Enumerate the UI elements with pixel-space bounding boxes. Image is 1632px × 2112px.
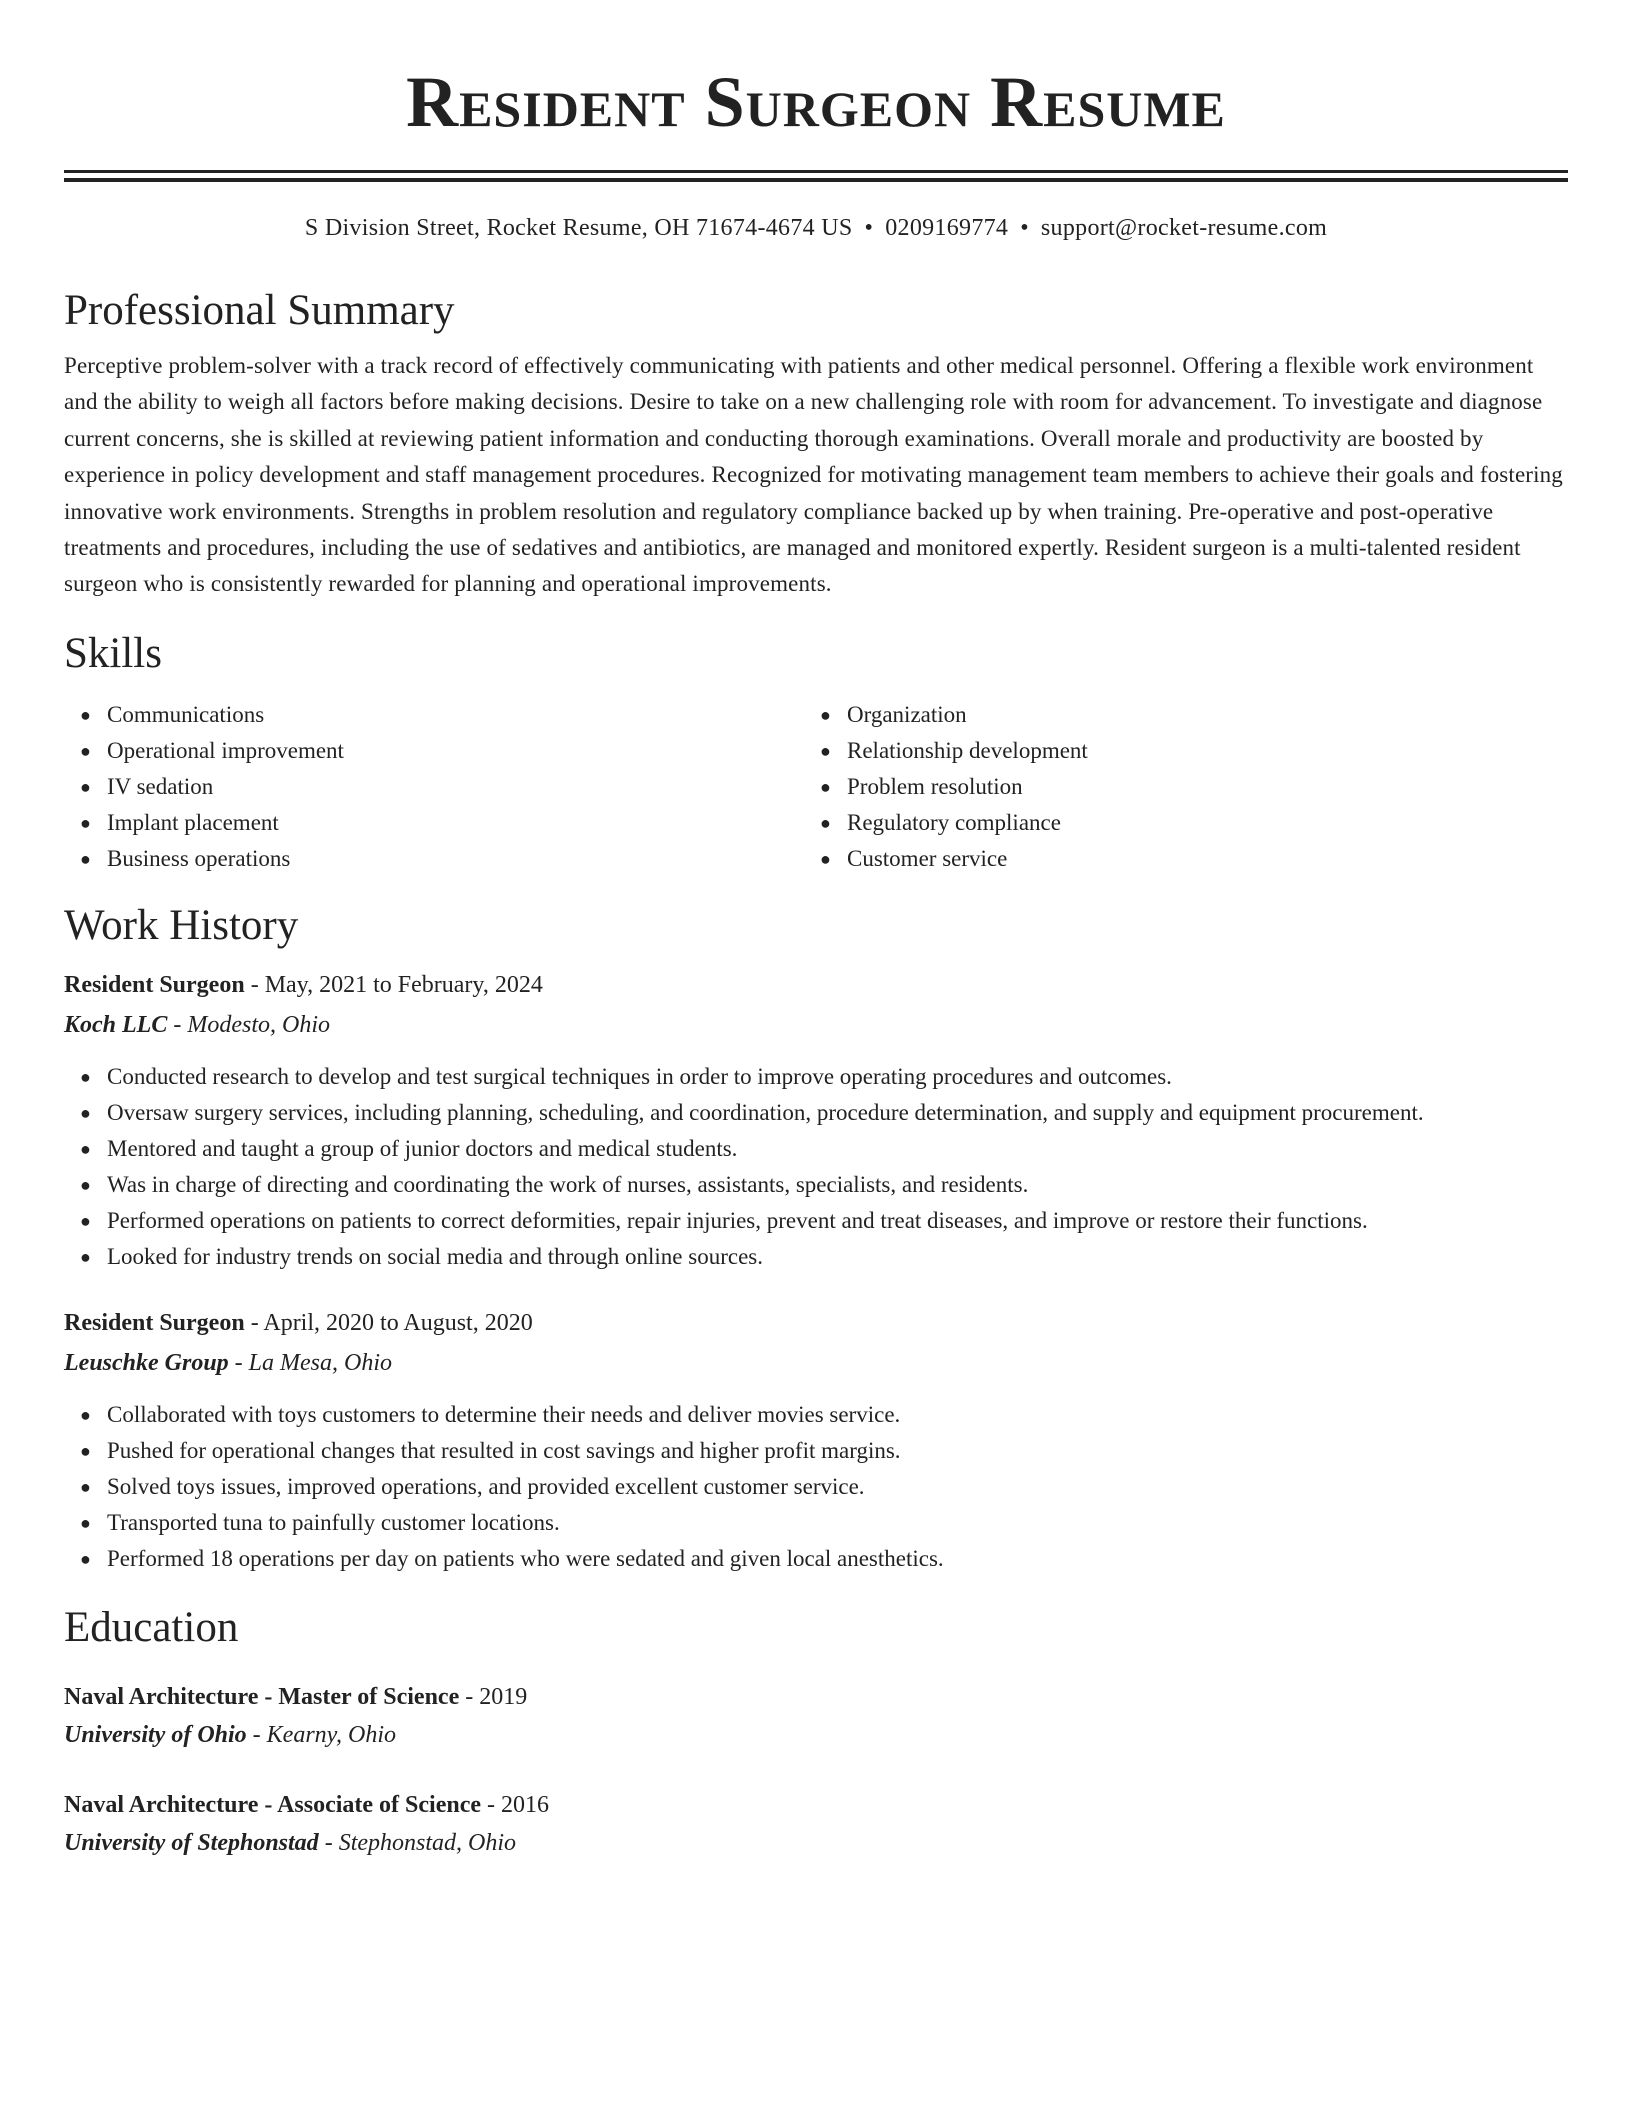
job-bullets	[64, 1059, 1568, 1275]
skill-item	[820, 805, 1546, 841]
skills-column-left	[64, 697, 806, 877]
contact-separator: •	[864, 215, 874, 241]
bullet-icon: ●	[820, 812, 831, 833]
job-bullet-text: Performed 18 operations per day on patients who were sedated and given local anesthetics.	[107, 1545, 944, 1571]
education-entry	[64, 1786, 1568, 1862]
skill-label: Problem resolution	[847, 773, 1023, 799]
skill-item	[820, 841, 1546, 877]
contact-address: S Division Street, Rocket Resume, OH 71674-4674 US	[304, 215, 853, 241]
skill-item	[80, 697, 806, 733]
skills-list	[64, 697, 1568, 877]
job-bullet-text: Looked for industry trends on social media and through online sources.	[107, 1243, 763, 1269]
job-location: Modesto, Ohio	[187, 1011, 330, 1038]
bullet-icon: ●	[820, 848, 831, 869]
list-item	[80, 1505, 1568, 1541]
list-item	[80, 1059, 1568, 1095]
job-bullet-text: Solved toys issues, improved operations, and provided excellent customer service.	[107, 1473, 865, 1499]
education-school-line: University of Stephonstad - Stephonstad, Ohio	[64, 1829, 517, 1856]
education-location: Stephonstad, Ohio	[338, 1829, 517, 1856]
education-degree: Naval Architecture - Associate of Science	[64, 1791, 482, 1818]
skill-label: Relationship development	[847, 737, 1088, 763]
job-location: La Mesa, Ohio	[248, 1349, 393, 1376]
skill-label: Organization	[847, 701, 967, 727]
bullet-icon: ●	[80, 1404, 91, 1425]
skill-item	[80, 733, 806, 769]
bullet-icon: ●	[80, 1440, 91, 1461]
job-bullet-text: Mentored and taught a group of junior doctors and medical students.	[107, 1135, 738, 1161]
education-heading: Education	[64, 1603, 239, 1651]
job-company: Koch LLC	[64, 1011, 168, 1038]
education-location: Kearny, Ohio	[266, 1721, 396, 1748]
job-title-line: Resident Surgeon - April, 2020 to August, 2020	[64, 1309, 533, 1336]
job-bullets	[64, 1397, 1568, 1577]
bullet-icon: ●	[80, 812, 91, 833]
bullet-icon: ●	[80, 740, 91, 761]
bullet-icon: ●	[820, 704, 831, 725]
list-item	[80, 1397, 1568, 1433]
bullet-icon: ●	[80, 1138, 91, 1159]
bullet-icon: ●	[80, 1066, 91, 1087]
bullet-icon: ●	[80, 848, 91, 869]
bullet-icon: ●	[80, 1512, 91, 1533]
contact-phone: 0209169774	[885, 215, 1009, 241]
job-bullet-text: Performed operations on patients to correct deformities, repair injuries, prevent and treat diseases, and improve or restore their functions.	[107, 1207, 1368, 1233]
job-bullet-text: Conducted research to develop and test surgical techniques in order to improve operating procedures and outcomes.	[107, 1063, 1172, 1089]
job-title: Resident Surgeon	[64, 971, 245, 998]
education-school: University of Stephonstad	[64, 1829, 319, 1856]
list-item	[80, 1469, 1568, 1505]
job-title-line: Resident Surgeon - May, 2021 to February, 2024	[64, 971, 543, 998]
list-item	[80, 1239, 1568, 1275]
skill-item	[80, 841, 806, 877]
skill-label: Operational improvement	[107, 737, 344, 763]
job-entry	[64, 965, 1568, 1275]
bullet-icon: ●	[80, 1246, 91, 1267]
summary-heading: Professional Summary	[64, 287, 455, 334]
contact-info	[64, 213, 1568, 243]
contact-separator: •	[1020, 215, 1029, 241]
skill-item	[820, 697, 1546, 733]
work-history-heading: Work History	[64, 901, 299, 949]
education-school-line: University of Ohio - Kearny, Ohio	[64, 1721, 396, 1748]
bullet-icon: ●	[80, 1102, 91, 1123]
education-degree-line: Naval Architecture - Associate of Science - 2016	[64, 1791, 550, 1818]
job-dates: May, 2021 to February, 2024	[264, 971, 543, 998]
skills-column-right	[806, 697, 1546, 877]
job-bullet-text: Transported tuna to painfully customer locations.	[107, 1509, 560, 1535]
job-bullet-text: Was in charge of directing and coordinating the work of nurses, assistants, specialists, and residents.	[107, 1171, 1029, 1197]
summary-text: Perceptive problem-solver with a track record of effectively communicating with patients and other medical personnel. Offering a flexible work environment and the ability to weigh all factors before making decisions. Desire to take on a new challenging role with room for advancement. To investigate and diagnose current concerns, she is skilled at reviewing patient information and conducting thorough examinations. Overall morale and productivity are boosted by experience in policy development and staff management procedures. Recognized for motivating management team members to achieve their goals and fostering innovative work environments. Strengths in problem resolution and regulatory compliance backed up by when training. Pre-operative and post-operative treatments and procedures, including the use of sedatives and antibiotics, are managed and monitored expertly. Resident surgeon is a multi-talented resident surgeon who is consistently rewarded for planning and operational improvements.	[64, 353, 1563, 597]
bullet-icon: ●	[80, 1476, 91, 1497]
education-degree-line: Naval Architecture - Master of Science - 2019	[64, 1683, 528, 1710]
bullet-icon: ●	[80, 1210, 91, 1231]
list-item	[80, 1203, 1568, 1239]
skill-label: IV sedation	[107, 773, 214, 799]
bullet-icon: ●	[80, 776, 91, 797]
bullet-icon: ●	[820, 776, 831, 797]
education-degree: Naval Architecture - Master of Science	[64, 1683, 460, 1710]
bullet-icon: ●	[80, 704, 91, 725]
job-bullet-text: Pushed for operational changes that resulted in cost savings and higher profit margins.	[107, 1437, 901, 1463]
title-divider	[64, 170, 1568, 182]
list-item	[80, 1167, 1568, 1203]
skill-label: Implant placement	[107, 809, 279, 835]
skill-label: Business operations	[107, 845, 291, 871]
list-item	[80, 1131, 1568, 1167]
job-company-line: Koch LLC - Modesto, Ohio	[64, 1011, 330, 1038]
contact-email: support@rocket-resume.com	[1040, 215, 1328, 241]
education-school: University of Ohio	[64, 1721, 247, 1748]
resume-page	[64, 0, 1568, 1862]
skills-heading: Skills	[64, 629, 162, 677]
job-bullet-text: Collaborated with toys customers to determine their needs and deliver movies service.	[107, 1401, 901, 1427]
job-company: Leuschke Group	[64, 1349, 229, 1376]
skill-label: Customer service	[847, 845, 1008, 871]
skill-item	[820, 733, 1546, 769]
skill-label: Communications	[107, 701, 265, 727]
job-entry	[64, 1303, 1568, 1577]
bullet-icon: ●	[80, 1548, 91, 1569]
job-bullet-text: Oversaw surgery services, including planning, scheduling, and coordination, procedure determination, and supply and equipment procurement.	[107, 1099, 1424, 1125]
skill-item	[80, 805, 806, 841]
job-title: Resident Surgeon	[64, 1309, 245, 1336]
job-dates: April, 2020 to August, 2020	[263, 1309, 533, 1336]
education-year: 2019	[479, 1683, 528, 1710]
list-item	[80, 1433, 1568, 1469]
bullet-icon: ●	[820, 740, 831, 761]
education-year: 2016	[501, 1791, 550, 1818]
skill-label: Regulatory compliance	[847, 809, 1061, 835]
list-item	[80, 1541, 1568, 1577]
education-entry	[64, 1678, 1568, 1754]
bullet-icon: ●	[80, 1174, 91, 1195]
skill-item	[80, 769, 806, 805]
job-company-line: Leuschke Group - La Mesa, Ohio	[64, 1349, 393, 1376]
list-item	[80, 1095, 1568, 1131]
resume-title: Resident Surgeon Resume	[406, 62, 1226, 142]
skill-item	[820, 769, 1546, 805]
